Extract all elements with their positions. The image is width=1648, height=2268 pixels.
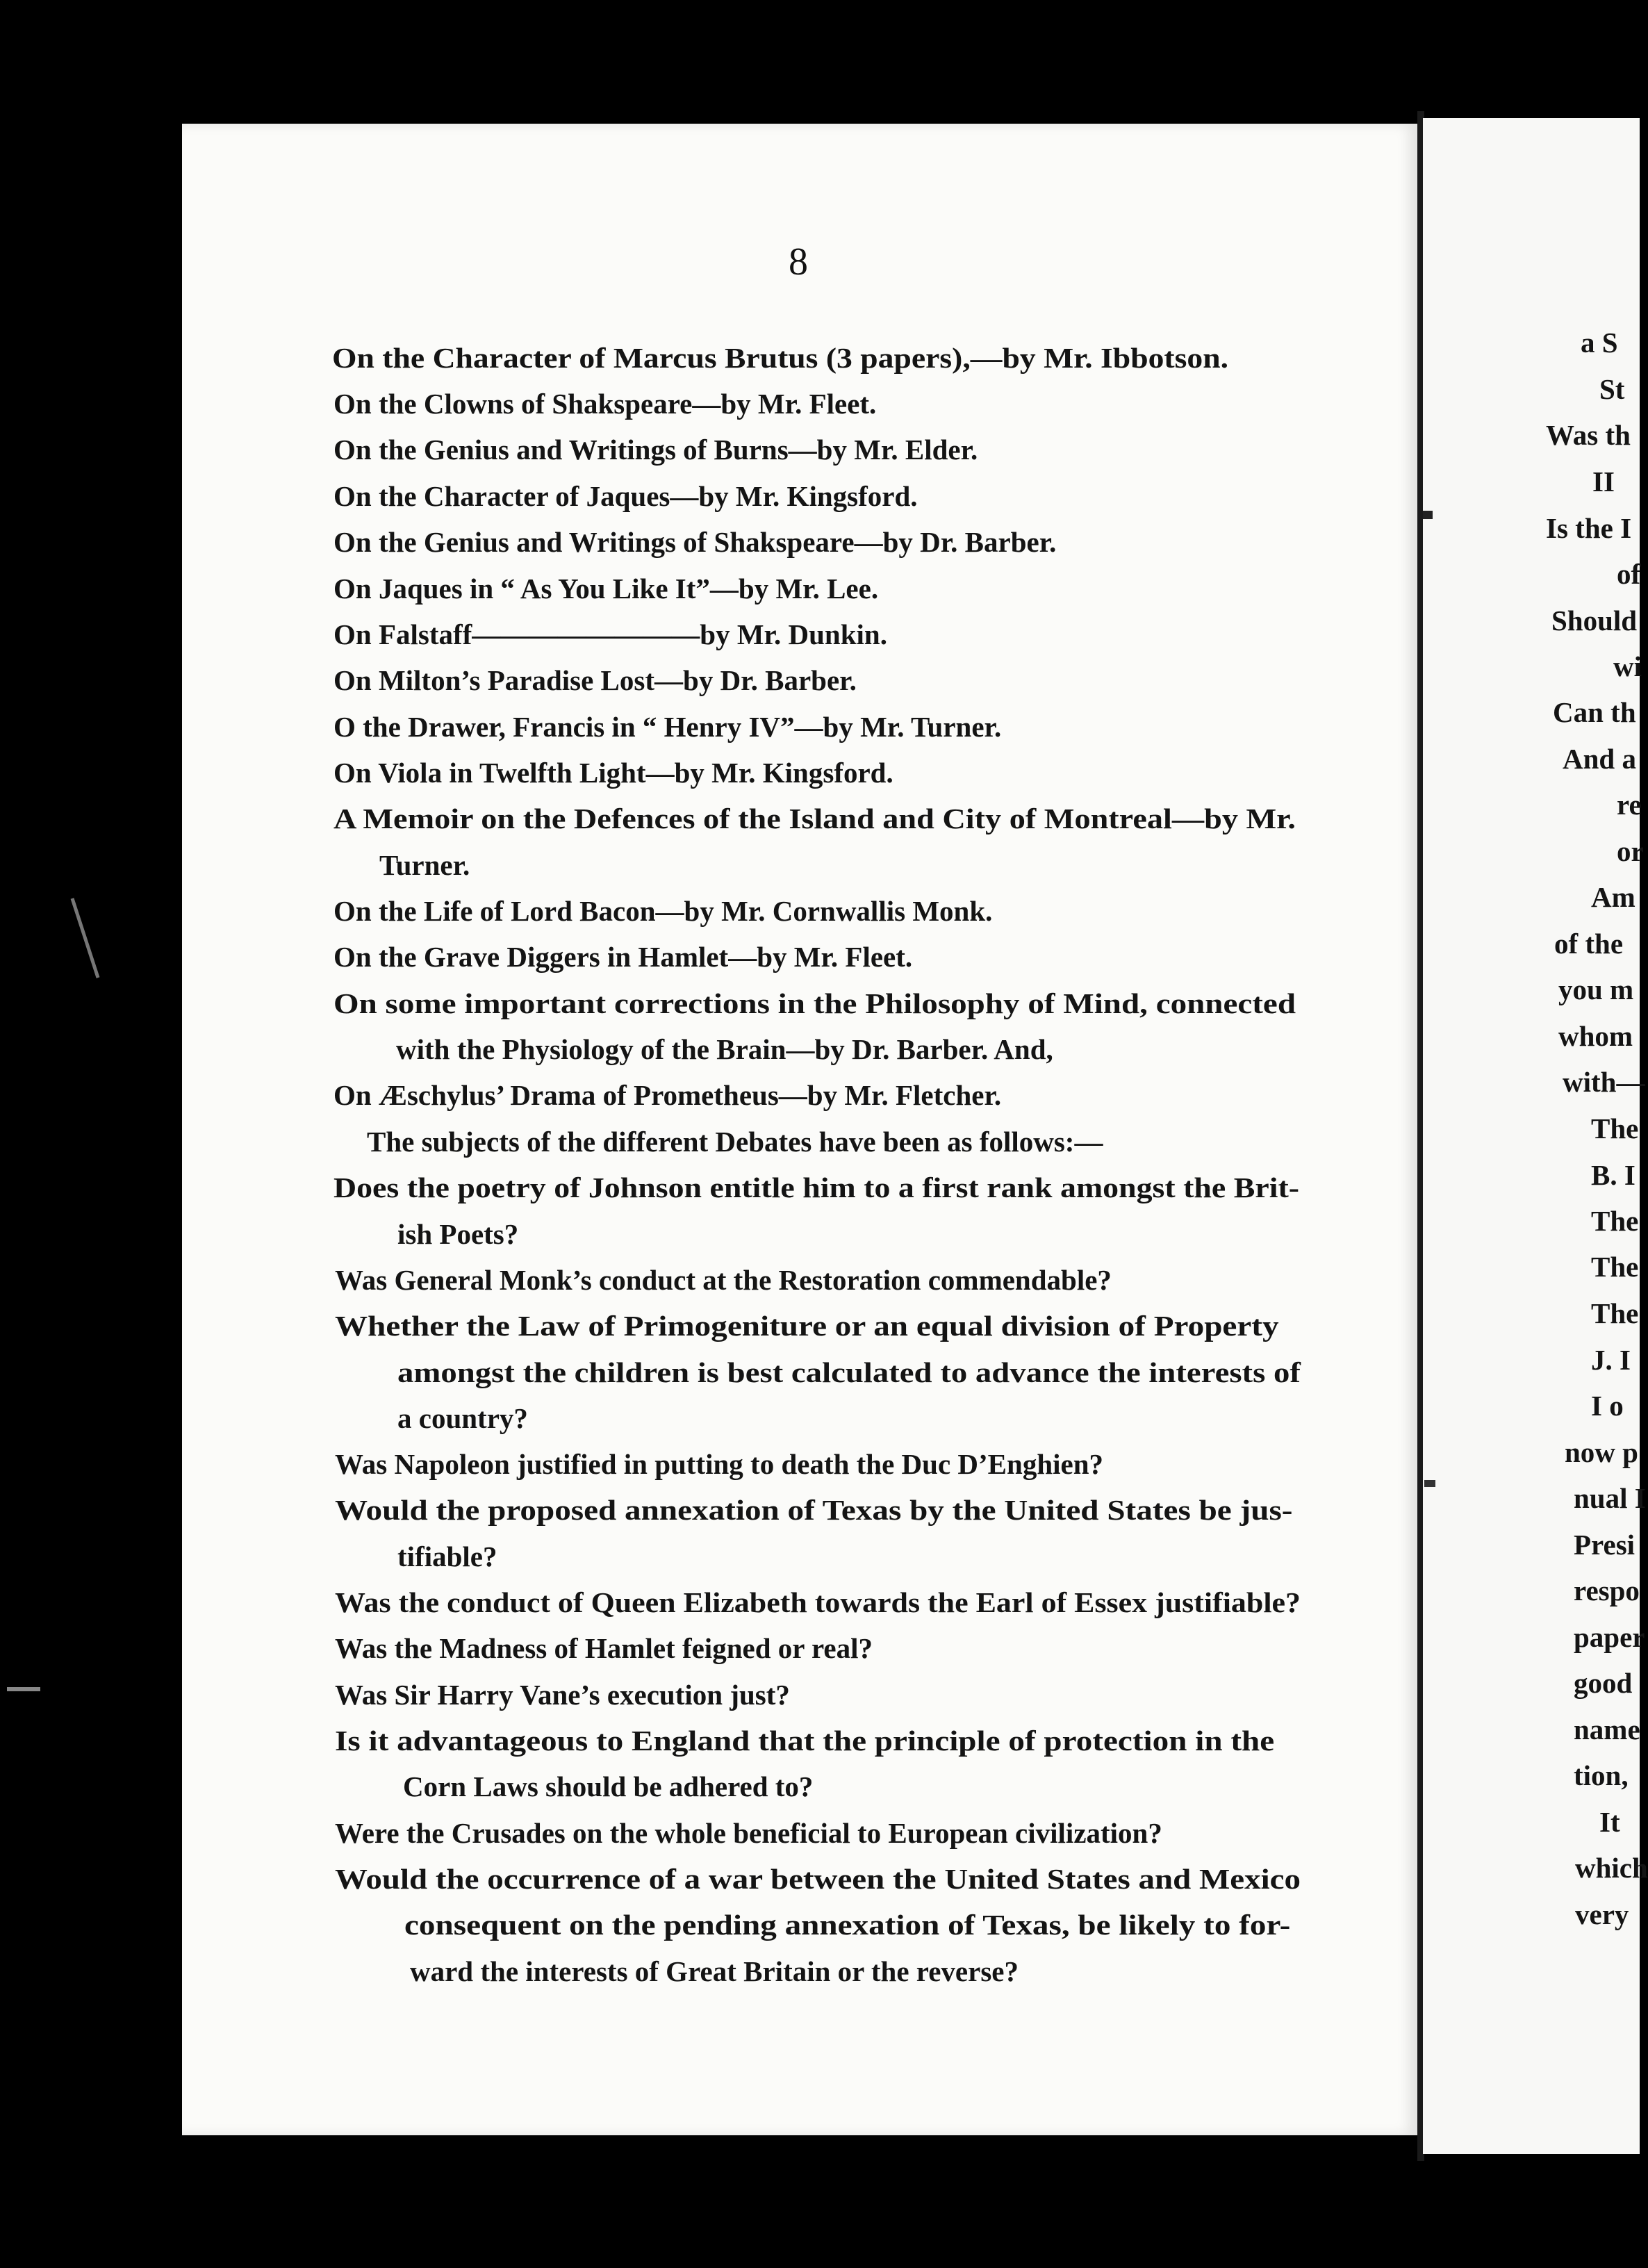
- text-line: Was Napoleon justified in putting to death the Duc D’Enghien?: [335, 1448, 1104, 1480]
- text-line: Whether the Law of Primogeniture or an equal division of Property: [335, 1310, 1279, 1342]
- text-line: Would the occurrence of a war between the United States and Mexico: [335, 1863, 1301, 1895]
- scan-speck: [1424, 1480, 1435, 1487]
- right-page-fragment: The: [1591, 1112, 1639, 1144]
- scan-speck: [7, 1687, 40, 1691]
- page-number: 8: [789, 240, 808, 284]
- text-line: On Falstaff————————by Mr. Dunkin.: [333, 618, 887, 650]
- right-page-fragment: or: [1617, 835, 1644, 867]
- text-line: On the Character of Marcus Brutus (3 papers),—by Mr. Ibbotson.: [332, 342, 1228, 374]
- right-page-fragment: And a: [1563, 743, 1636, 775]
- text-line: On the Grave Diggers in Hamlet—by Mr. Fleet.: [333, 941, 913, 973]
- right-page-fragment: tion,: [1574, 1759, 1629, 1791]
- text-line: On Æschylus’ Drama of Prometheus—by Mr. Fletcher.: [333, 1079, 1002, 1111]
- right-page-fragment: The: [1591, 1297, 1639, 1329]
- right-page-fragment: Presi: [1574, 1529, 1635, 1561]
- text-line: On the Character of Jaques—by Mr. Kingsford.: [333, 480, 918, 512]
- right-page-fragment: The: [1591, 1251, 1639, 1283]
- right-page-fragment: of: [1617, 558, 1641, 590]
- text-line: consequent on the pending annexation of Texas, be likely to for-: [404, 1909, 1291, 1941]
- right-page-fragment: Can th: [1553, 696, 1636, 728]
- text-line: Does the poetry of Johnson entitle him to a first rank amongst the Brit-: [333, 1172, 1299, 1203]
- text-line: On some important corrections in the Philosophy of Mind, connected: [333, 987, 1296, 1019]
- text-line: Was the Madness of Hamlet feigned or real?: [335, 1632, 873, 1664]
- text-line: Was General Monk’s conduct at the Restoration commendable?: [335, 1264, 1112, 1296]
- text-line: O the Drawer, Francis in “ Henry IV”—by Mr. Turner.: [333, 711, 1002, 743]
- text-line: tifiable?: [397, 1540, 497, 1572]
- right-page-fragment: II: [1592, 466, 1615, 498]
- text-line: Were the Crusades on the whole beneficial to European civilization?: [335, 1817, 1162, 1849]
- text-line: On the Genius and Writings of Burns—by Mr. Elder.: [333, 434, 978, 466]
- right-page-fragment: very: [1575, 1898, 1629, 1930]
- text-line: amongst the children is best calculated to advance the interests of: [397, 1356, 1301, 1388]
- right-page-fragment: wi: [1613, 650, 1642, 682]
- text-line: a country?: [397, 1402, 528, 1434]
- text-line: On Jaques in “ As You Like It”—by Mr. Lee.: [333, 573, 879, 605]
- right-page-fragment: J. I: [1591, 1344, 1631, 1376]
- text-line: ish Poets?: [397, 1218, 519, 1250]
- right-page-fragment: B. I: [1591, 1159, 1635, 1191]
- text-line: Turner.: [379, 849, 470, 881]
- right-page-fragment: of the: [1554, 928, 1624, 960]
- scan-speck: [1423, 511, 1433, 519]
- text-line: On Milton’s Paradise Lost—by Dr. Barber.: [333, 664, 857, 696]
- right-page-fragment: name: [1574, 1714, 1640, 1745]
- text-line: ward the interests of Great Britain or the reverse?: [410, 1955, 1019, 1987]
- right-page-fragment: The: [1591, 1205, 1639, 1237]
- text-line: Is it advantageous to England that the principle of protection in the: [335, 1725, 1275, 1757]
- right-page-fragment: now p: [1565, 1436, 1638, 1468]
- right-page-fragment: nual I: [1574, 1482, 1646, 1514]
- text-line: Would the proposed annexation of Texas by the United States be jus-: [335, 1494, 1293, 1526]
- text-line: A Memoir on the Defences of the Island and City of Montreal—by Mr.: [333, 803, 1296, 835]
- right-page-fragment: It: [1599, 1806, 1620, 1838]
- right-page-fragment: Is the I: [1546, 512, 1632, 544]
- right-page-fragment: St: [1599, 373, 1625, 405]
- right-page-fragment: re: [1617, 789, 1642, 821]
- right-page-fragment: you m: [1558, 973, 1634, 1005]
- right-page-fragment: with—: [1563, 1066, 1645, 1098]
- right-page-fragment: respo: [1574, 1575, 1640, 1606]
- right-page-fragment: paper: [1574, 1621, 1645, 1653]
- text-line: Corn Laws should be adhered to?: [403, 1770, 814, 1802]
- text-line: with the Physiology of the Brain—by Dr. Barber. And,: [396, 1033, 1053, 1065]
- text-line: On Viola in Twelfth Light—by Mr. Kingsford.: [333, 757, 893, 789]
- right-page-fragment: a S: [1581, 327, 1618, 359]
- right-page-fragment: whom: [1558, 1020, 1633, 1052]
- text-line: On the Genius and Writings of Shakspeare—by Dr. Barber.: [333, 526, 1057, 558]
- text-line: On the Clowns of Shakspeare—by Mr. Fleet.: [333, 388, 877, 420]
- right-page-fragment: I o: [1591, 1390, 1624, 1422]
- right-page-fragment: good: [1574, 1667, 1633, 1699]
- text-line: Was Sir Harry Vane’s execution just?: [335, 1679, 790, 1711]
- text-line: Was the conduct of Queen Elizabeth towards the Earl of Essex justifiable?: [335, 1586, 1301, 1618]
- text-line: On the Life of Lord Bacon—by Mr. Cornwallis Monk.: [333, 895, 993, 927]
- text-line: The subjects of the different Debates have been as follows:—: [367, 1126, 1103, 1158]
- right-page-fragment: Should: [1551, 605, 1638, 636]
- right-page-fragment: which: [1575, 1852, 1648, 1884]
- right-page-fragment: Am: [1591, 881, 1635, 913]
- right-page-fragment: Was th: [1546, 419, 1631, 451]
- scan-speck: [71, 898, 100, 978]
